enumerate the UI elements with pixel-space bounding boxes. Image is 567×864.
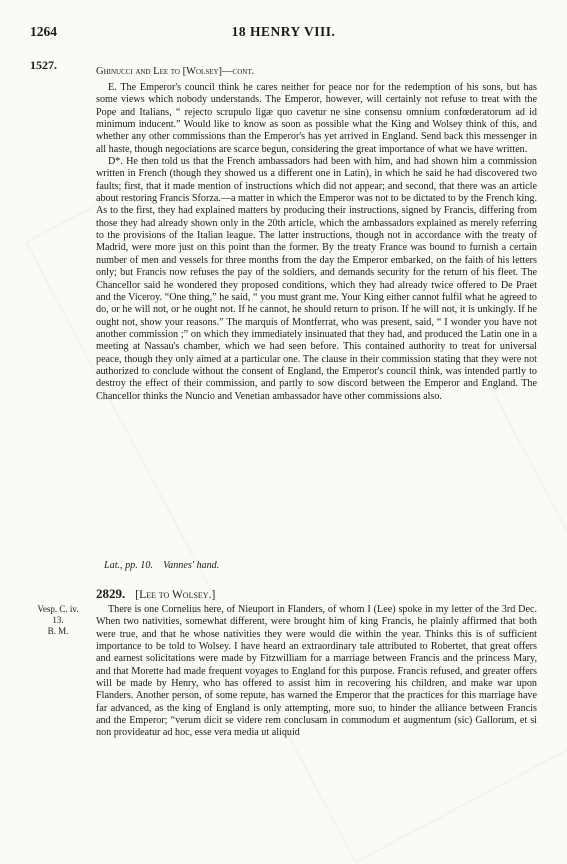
running-head: 18 HENRY VIII.: [231, 24, 336, 39]
paragraph-2829: There is one Cornelius here, of Nieuport in Flanders, of whom I (Lee) spoke in my letter of the 3rd Dec. When two nativities, somewhat different, were brought him of king Francis, he plainly affirmed that both were true, and that he whose nativities they were would die within the year. Thinks this is of sufficient importance to be told to Wolsey. I have heard an extraordinary tale attributed to Robertet, that great offers and earnest solicitations were made by Fitzwilliam for a marriage between Francis and the princess Mary, and that Morette had made frequent voyages to England for this purpose. Francis refused, and greater offers will be made by Henry, who has offered to assist him in recovering his children, and make war upon Flanders. Another person, of some repute, has warned the Emperor that the practices for this marriage have far advanced, as the king of England is only attempting, more suo, to hinder the alliance between Francis and the Emperor; “verum dicit se videre rem conclusam in commodum et augmentum (sic) Gallorum, et si non provideatur ad hoc, esse vera media ut aliquid: [96, 604, 537, 739]
paragraph-e: E. The Emperor's council think he cares neither for peace nor for the redemption of his sons, but has some views which nobody understands. The Emperor, however, will certainly not refuse to treat with the Pope and Italians, “ rejecto scrupulo ligæ quo cavetur ne sine consensu omnium confœderatorum ad id minimum inducent.” Would like to know as soon as possible what the King and Wolsey think of this, and whether any other commissions than the Emperor's has yet arrived in England. Send back this messenger in all haste, though negociations are scarce begun, considering the great importance of what we have written.: [96, 82, 537, 155]
main-text: [96, 82, 537, 403]
margin-ref-line: Vesp. C. iv.: [37, 604, 79, 614]
entry-heading: [96, 586, 215, 602]
source-hand: Vannes' hand.: [163, 560, 220, 571]
source-lat: Lat., pp. 10.: [104, 560, 153, 571]
entry-text: [96, 604, 537, 740]
letter-title: Ghinucci and Lee to [Wolsey]—cont.: [96, 66, 255, 77]
paragraph-d: D*. He then told us that the French ambassadors had been with him, and had shown him a commission written in French (though they showed us a different one in Latin), in which he said he had discovered two faults; first, that it made mention of instructions which did not appear; and second, that there was an article about restoring Francis Sforza.—a matter in which the Emperor was not to be dictated to by the French king. As to the first, they had explained matters by producing their instructions, signed by Francis, differing from those they had already shown only in the 20th article, which the ambassadors explained as merely referring to the provisions of the Italian league. The latter instructions, though not in accordance with the treaty of Madrid, were more just on this point than the former. By the treaty France was bound to furnish a certain number of men and vessels for three months from the day the Emperor embarked, on the faith of his letters only; but Francis now refuses the pay of the soldiers, and demands security for the return of his fleet. The Chancellor said he wondered they proposed conditions, which they had already twice offered to De Praet and the Viceroy. “One thing,” he said, “ you must grant me. Your King either cannot fulfil what he agreed to do, or he will not, or he ought not. If he cannot, he should return to prison. If he will not, it is unkingly. If he ought not, show your reasons.” The marquis of Montferrat, who was present, said, “ I wonder you have not another commission ;” on which they immediately insinuated that they had, and produced the Latin one in a meeting at Nassau's chamber, which we had seen before. This contained authority to treat for universal peace, though they only aimed at a particular one. The clause in their commission stating that they were not authorized to conclude without the consent of England, the Emperor's council think, was intended partly to destroy the effect of their commission, and partly to sow discord between the Emperor and England. The Chancellor thinks the Nuncio and Venetian ambassador have other commissions also.: [96, 156, 537, 402]
page-header: [30, 24, 537, 44]
margin-reference: [30, 604, 86, 637]
entry-number: 2829.: [96, 586, 126, 601]
margin-ref-line: 13.: [52, 615, 64, 625]
entry-title: [Lee to Wolsey.]: [135, 589, 216, 601]
source-note: [104, 560, 219, 571]
year-label: 1527.: [30, 58, 57, 72]
page-number: 1264: [30, 24, 57, 39]
margin-ref-line: B. M.: [47, 626, 69, 636]
